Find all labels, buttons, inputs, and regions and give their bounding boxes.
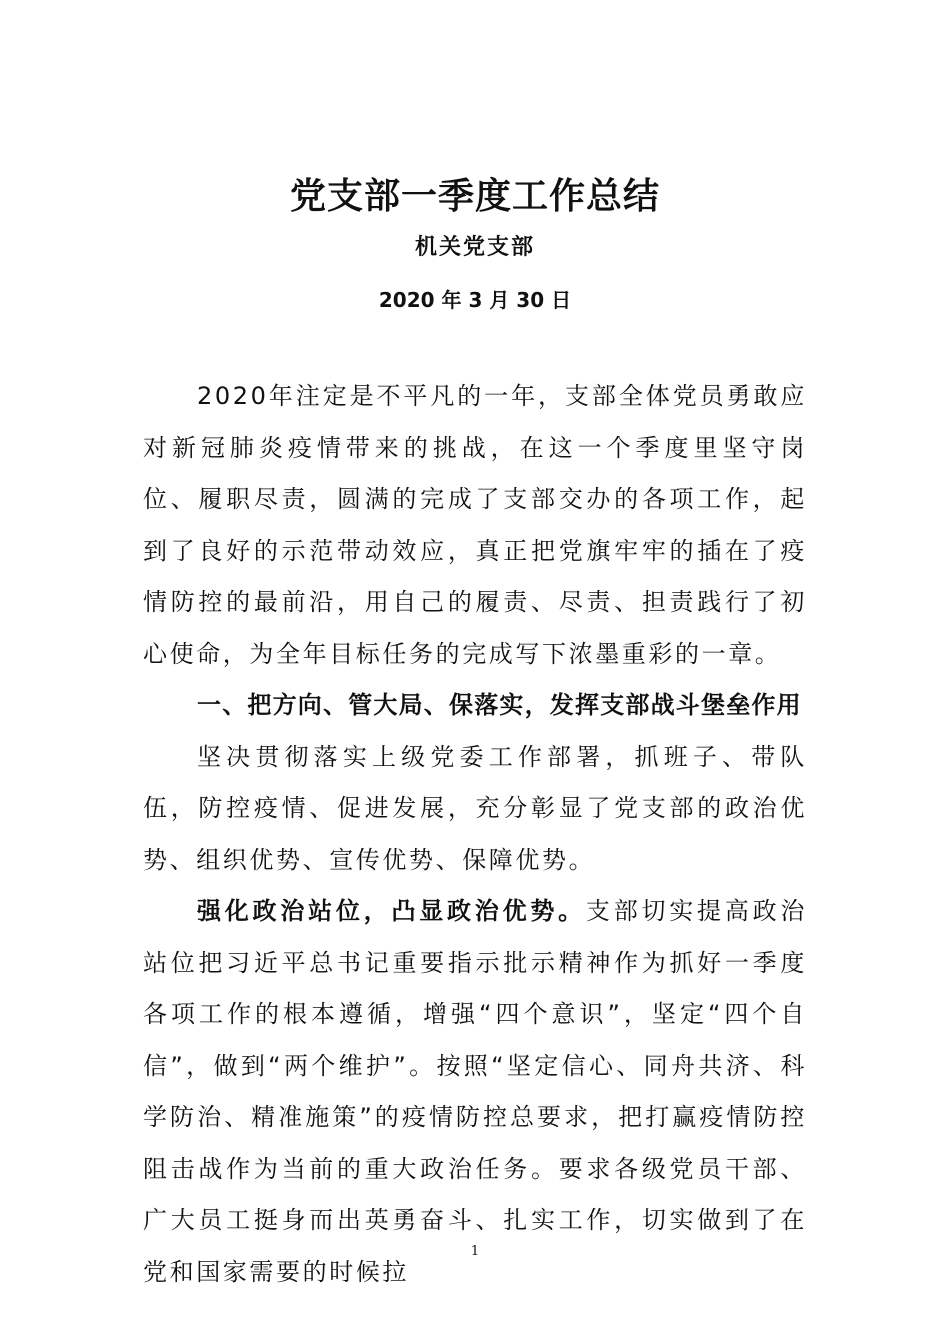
document-title: 党支部一季度工作总结 [289,175,660,217]
organization-name: 机关党支部 [414,235,535,260]
political-stance-paragraph [143,886,807,1298]
document-date: 2020 年 3 月 30 日 [378,288,572,312]
section-paragraph: 坚决贯彻落实上级党委工作部署，抓班子、带队伍，防控疫情、促进发展，充分彰显了党支部的政治优势、组织优势、宣传优势、保障优势。 [143,742,807,874]
section-heading: 一、把方向、管大局、保落实，发挥支部战斗堡垒作用 [197,691,802,719]
intro-paragraph: 2020年注定是不平凡的一年，支部全体党员勇敢应对新冠肺炎疫情带来的挑战，在这一个季度里坚守岗位、履职尽责，圆满的完成了支部交办的各项工作，起到了良好的示范带动效应，真正把党旗牢牢的插在了疫情防控的最前沿，用自己的履责、尽责、担责践行了初心使命，为全年目标任务的完成写下浓墨重彩的一章。 [143,382,807,668]
page-number: 1 [470,1244,480,1259]
document-body [143,371,807,1298]
paragraph-lead: 强化政治站位，凸显政治优势。 [197,897,586,925]
paragraph-text: 支部切实提高政治站位把习近平总书记重要指示批示精神作为抓好一季度各项工作的根本遵循，增强“四个意识”，坚定“四个自信”，做到“两个维护”。按照“坚定信心、同舟共济、科学防治、精准施策”的疫情防控总要求，把打赢疫情防控阻击战作为当前的重大政治任务。要求各级党员干部、广大员工挺身而出英勇奋斗、扎实工作，切实做到了在党和国家需要的时候拉 [143,897,807,1286]
